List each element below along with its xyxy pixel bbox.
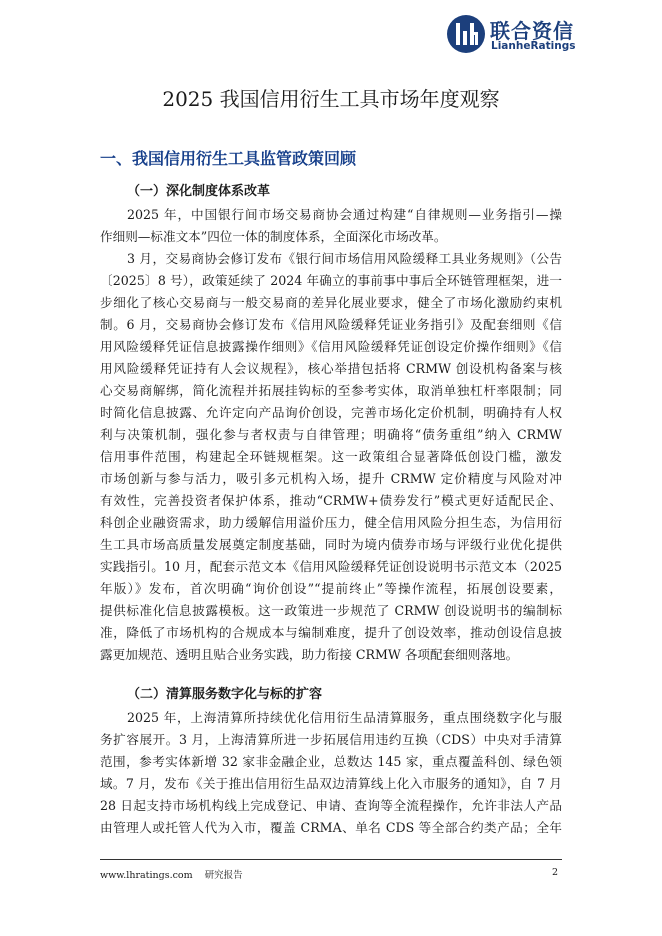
paragraph-line: 市场创新与参与活力，吸引多元机构入场，提升 CRMW 定价精度与风险对冲 (100, 471, 562, 486)
brand-name-cn: 联合资信 (490, 19, 574, 43)
paragraph-line: 2025 年，中国银行间市场交易商协会通过构建“自律规则—业务指引—操 (127, 207, 562, 222)
paragraph-line: 28 日起支持市场机构线上完成登记、申请、查询等全流程操作，允许非法人产品 (100, 798, 562, 813)
paragraph-line: 心交易商解绑，简化流程并拓展挂钩标的至参考实体，取消单独杠杆率限制；同 (100, 383, 562, 398)
subsection-heading-2: （二）清算服务数字化与标的扩容 (127, 687, 323, 702)
paragraph-line: 生工具市场高质量发展奠定制度基础，同时为境内债券市场与评级行业优化提供 (100, 537, 562, 552)
lianhe-logo-icon (446, 14, 486, 54)
paragraph-line: 露更加规范、透明且贴合业务实践，助力衔接 CRMW 各项配套细则落地。 (100, 647, 519, 662)
paragraph-line: 实践指引。10 月，配套示范文本《信用风险缓释凭证创设说明书示范文本（2025 (100, 559, 562, 574)
paragraph-line: 3 月，交易商协会修订发布《银行间市场信用风险缓释工具业务规则》（公告 (127, 251, 562, 266)
section-heading: 一、我国信用衍生工具监管政策回顾 (100, 149, 357, 168)
paragraph-line: 提供标准化信息披露模板。这一政策进一步规范了 CRMW 创设说明书的编制标 (100, 603, 562, 618)
footer-website-link[interactable]: www.lhratings.com (100, 870, 193, 881)
lianhe-ratings-logo (446, 12, 576, 56)
paragraph-line: 时简化信息披露、允许定向产品询价创设，完善市场化定价机制，明确持有人权 (100, 405, 562, 420)
footer-left (100, 867, 243, 881)
paragraph-line: 准，降低了市场机构的合规成本与编制难度，提升了创设效率，推动创设信息披 (100, 625, 562, 640)
paragraph-line: 用风险缓释凭证持有人会议规程》，核心举措包括将 CRMW 创设机构备案与核 (100, 361, 562, 376)
paragraph-line: 利与决策机制，强化参与者权责与自律管理；明确将“债务重组”纳入 CRMW (100, 427, 562, 442)
footer-divider (100, 859, 562, 860)
paragraph-line: 用风险缓释凭证信息披露操作细则》《信用风险缓释凭证创设定价操作细则》《信 (100, 339, 562, 354)
subsection-heading-1: （一）深化制度体系改革 (127, 184, 271, 199)
document-title: 2025 我国信用衍生工具市场年度观察 (162, 87, 500, 111)
paragraph-line: 〔2025〕8 号），政策延续了 2024 年确立的事前事中事后全环链管理框架，进一 (100, 273, 562, 288)
paragraph-line: 范围，参考实体新增 32 家非金融企业，总数达 145 家，重点覆盖科创、绿色领 (100, 754, 562, 769)
paragraph-line: 年版）》发布，首次明确“询价创设”“提前终止”等操作流程，拓展创设要素， (100, 581, 562, 596)
paragraph-line: 有效性，完善投资者保护体系，推动“CRMW+债券发行”模式更好适配民企、 (100, 493, 562, 508)
page-number: 2 (552, 867, 559, 878)
paragraph-line: 2025 年，上海清算所持续优化信用衍生品清算服务，重点围绕数字化与服 (127, 710, 562, 725)
brand-name-en: LianheRatings (491, 40, 576, 52)
paragraph-line: 域。7 月，发布《关于推出信用衍生品双边清算线上化入市服务的通知》，自 7 月 (100, 776, 562, 791)
paragraph-line: 作细则—标准文本”四位一体的制度体系，全面深化市场改革。 (100, 229, 447, 244)
paragraph-line: 科创企业融资需求，助力缓解信用溢价压力，健全信用风险分担生态，为信用衍 (100, 515, 562, 530)
paragraph-line: 制。6 月，交易商协会修订发布《信用风险缓释凭证业务指引》及配套细则《信 (100, 317, 562, 332)
paragraph-line: 信用事件范围，构建起全环链规框架。这一政策组合显著降低创设门槛，激发 (100, 449, 562, 464)
paragraph-line: 由管理人或托管人代为入市，覆盖 CRMA、单名 CDS 等全部合约类产品；全年 (100, 820, 562, 835)
paragraph-line: 务扩容展开。3 月，上海清算所进一步拓展信用违约互换（CDS）中央对手清算 (100, 732, 562, 747)
paragraph-line: 步细化了核心交易商与一般交易商的差异化展业要求，健全了市场化激励约束机 (100, 295, 562, 310)
footer-report-type: 研究报告 (204, 870, 243, 881)
